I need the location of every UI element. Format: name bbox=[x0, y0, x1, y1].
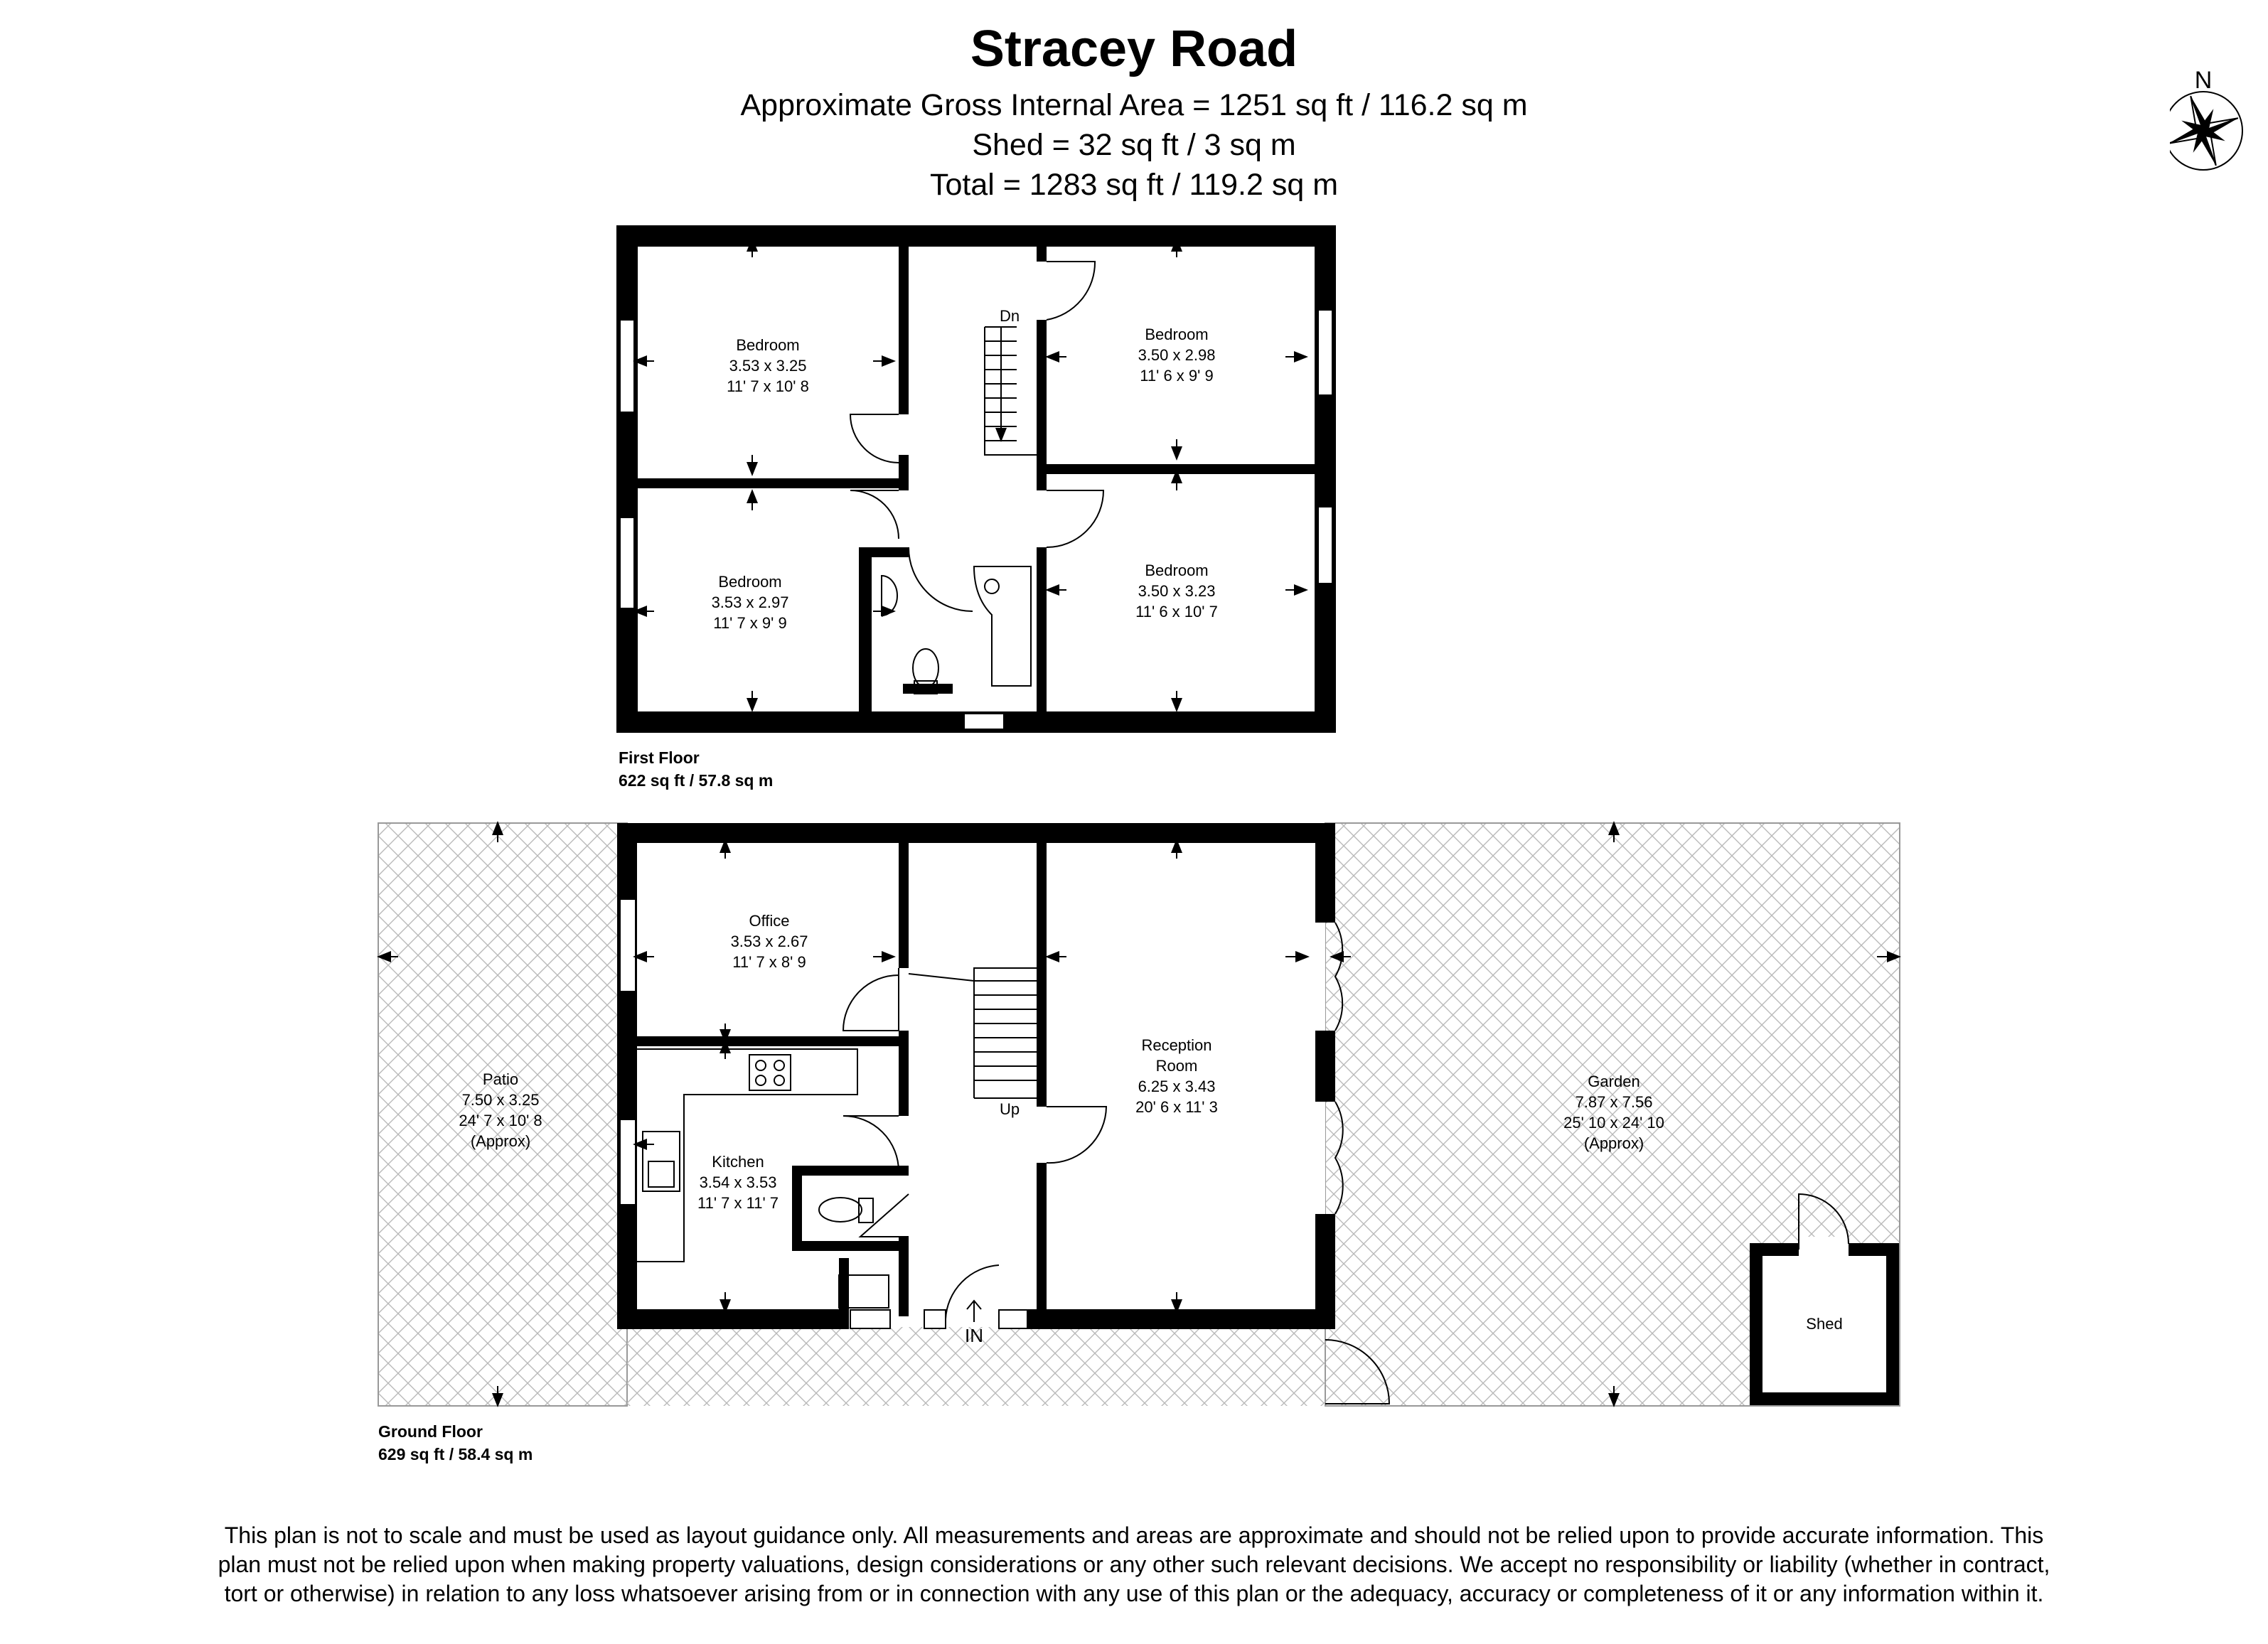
garden-name: Garden bbox=[1588, 1073, 1640, 1090]
page-title: Stracey Road bbox=[970, 21, 1298, 77]
bedroom-se-name: Bedroom bbox=[1145, 562, 1209, 579]
bedroom-ne-metric: 3.50 x 2.98 bbox=[1138, 346, 1216, 364]
ground-floor bbox=[378, 823, 1900, 1406]
bedroom-nw-imperial: 11' 7 x 10' 8 bbox=[727, 377, 809, 395]
total-area: Total = 1283 sq ft / 119.2 sq m bbox=[929, 168, 1339, 202]
office-imperial: 11' 7 x 8' 9 bbox=[732, 953, 806, 971]
compass-north-label: N bbox=[2194, 67, 2213, 94]
bedroom-sw-imperial: 11' 7 x 9' 9 bbox=[713, 614, 787, 632]
ground-floor-area: 629 sq ft / 58.4 sq m bbox=[378, 1445, 533, 1463]
office-name: Office bbox=[749, 912, 790, 930]
bedroom-ne-imperial: 11' 6 x 9' 9 bbox=[1140, 367, 1214, 385]
bathtub-icon bbox=[974, 566, 1031, 686]
bedroom-nw-name: Bedroom bbox=[736, 336, 800, 354]
garden-imperial: 25' 10 x 24' 10 bbox=[1563, 1114, 1664, 1132]
patio-note: (Approx) bbox=[470, 1132, 531, 1150]
first-floor-doors bbox=[850, 262, 1103, 611]
basin-icon bbox=[882, 576, 897, 616]
bedroom-nw-metric: 3.53 x 3.25 bbox=[729, 357, 807, 375]
bedroom-sw-name: Bedroom bbox=[718, 573, 782, 591]
shed-area: Shed = 32 sq ft / 3 sq m bbox=[972, 128, 1296, 162]
entrance-label: IN bbox=[965, 1325, 983, 1346]
shed-name: Shed bbox=[1806, 1315, 1843, 1333]
first-floor-caption bbox=[619, 746, 773, 792]
first-floor-windows bbox=[620, 310, 1332, 729]
first-floor bbox=[620, 226, 1332, 729]
kitchen-metric: 3.54 x 3.53 bbox=[699, 1173, 777, 1191]
bedroom-ne-name: Bedroom bbox=[1145, 326, 1209, 343]
first-floor-title: First Floor bbox=[619, 748, 700, 767]
first-floor-dimension-arrows bbox=[640, 245, 1301, 705]
disclaimer: This plan is not to scale and must be used as layout guidance only. All measurements and areas are approximate and should not be relied upon to provide accurate information. This plan must not be relied upon when making property valuations, design considerations or any other such relevant decisions. We accept no responsibility or liability (whether in contract, tort or otherwise) in relation to any loss whatsoever arising from or in connection with any use of this plan or the adequacy, accuracy or completeness of it or any information within it. bbox=[218, 1522, 2050, 1606]
bedroom-sw-metric: 3.53 x 2.97 bbox=[711, 593, 789, 611]
garden-metric: 7.87 x 7.56 bbox=[1575, 1093, 1653, 1111]
patio-name: Patio bbox=[482, 1070, 519, 1088]
first-floor-bathroom-fixtures bbox=[882, 566, 1031, 694]
first-floor-internal-walls bbox=[638, 226, 1317, 714]
ground-floor-caption bbox=[378, 1420, 533, 1466]
first-floor-area: 622 sq ft / 57.8 sq m bbox=[619, 771, 774, 790]
ground-floor-stair-label: Up bbox=[999, 1100, 1020, 1118]
reception-metric: 6.25 x 3.43 bbox=[1138, 1078, 1216, 1095]
bedroom-se-metric: 3.50 x 3.23 bbox=[1138, 582, 1216, 600]
office-metric: 3.53 x 2.67 bbox=[730, 933, 808, 950]
ground-floor-title: Ground Floor bbox=[378, 1422, 483, 1441]
patio-imperial: 24' 7 x 10' 8 bbox=[459, 1112, 542, 1129]
garden-note: (Approx) bbox=[1583, 1134, 1644, 1152]
kitchen-imperial: 11' 7 x 11' 7 bbox=[697, 1194, 779, 1212]
gross-internal-area: Approximate Gross Internal Area = 1251 sq ft / 116.2 sq m bbox=[740, 88, 1528, 122]
patio-metric: 7.50 x 3.25 bbox=[461, 1091, 540, 1109]
reception-name-line2: Room bbox=[1155, 1057, 1198, 1075]
reception-imperial: 20' 6 x 11' 3 bbox=[1135, 1098, 1218, 1116]
tub-tap-icon bbox=[985, 579, 999, 593]
first-floor-stairs bbox=[985, 327, 1038, 455]
kitchen-name: Kitchen bbox=[712, 1153, 764, 1171]
reception-name-line1: Reception bbox=[1141, 1036, 1212, 1054]
first-floor-stair-label: Dn bbox=[999, 307, 1020, 325]
bedroom-se-imperial: 11' 6 x 10' 7 bbox=[1135, 603, 1218, 620]
